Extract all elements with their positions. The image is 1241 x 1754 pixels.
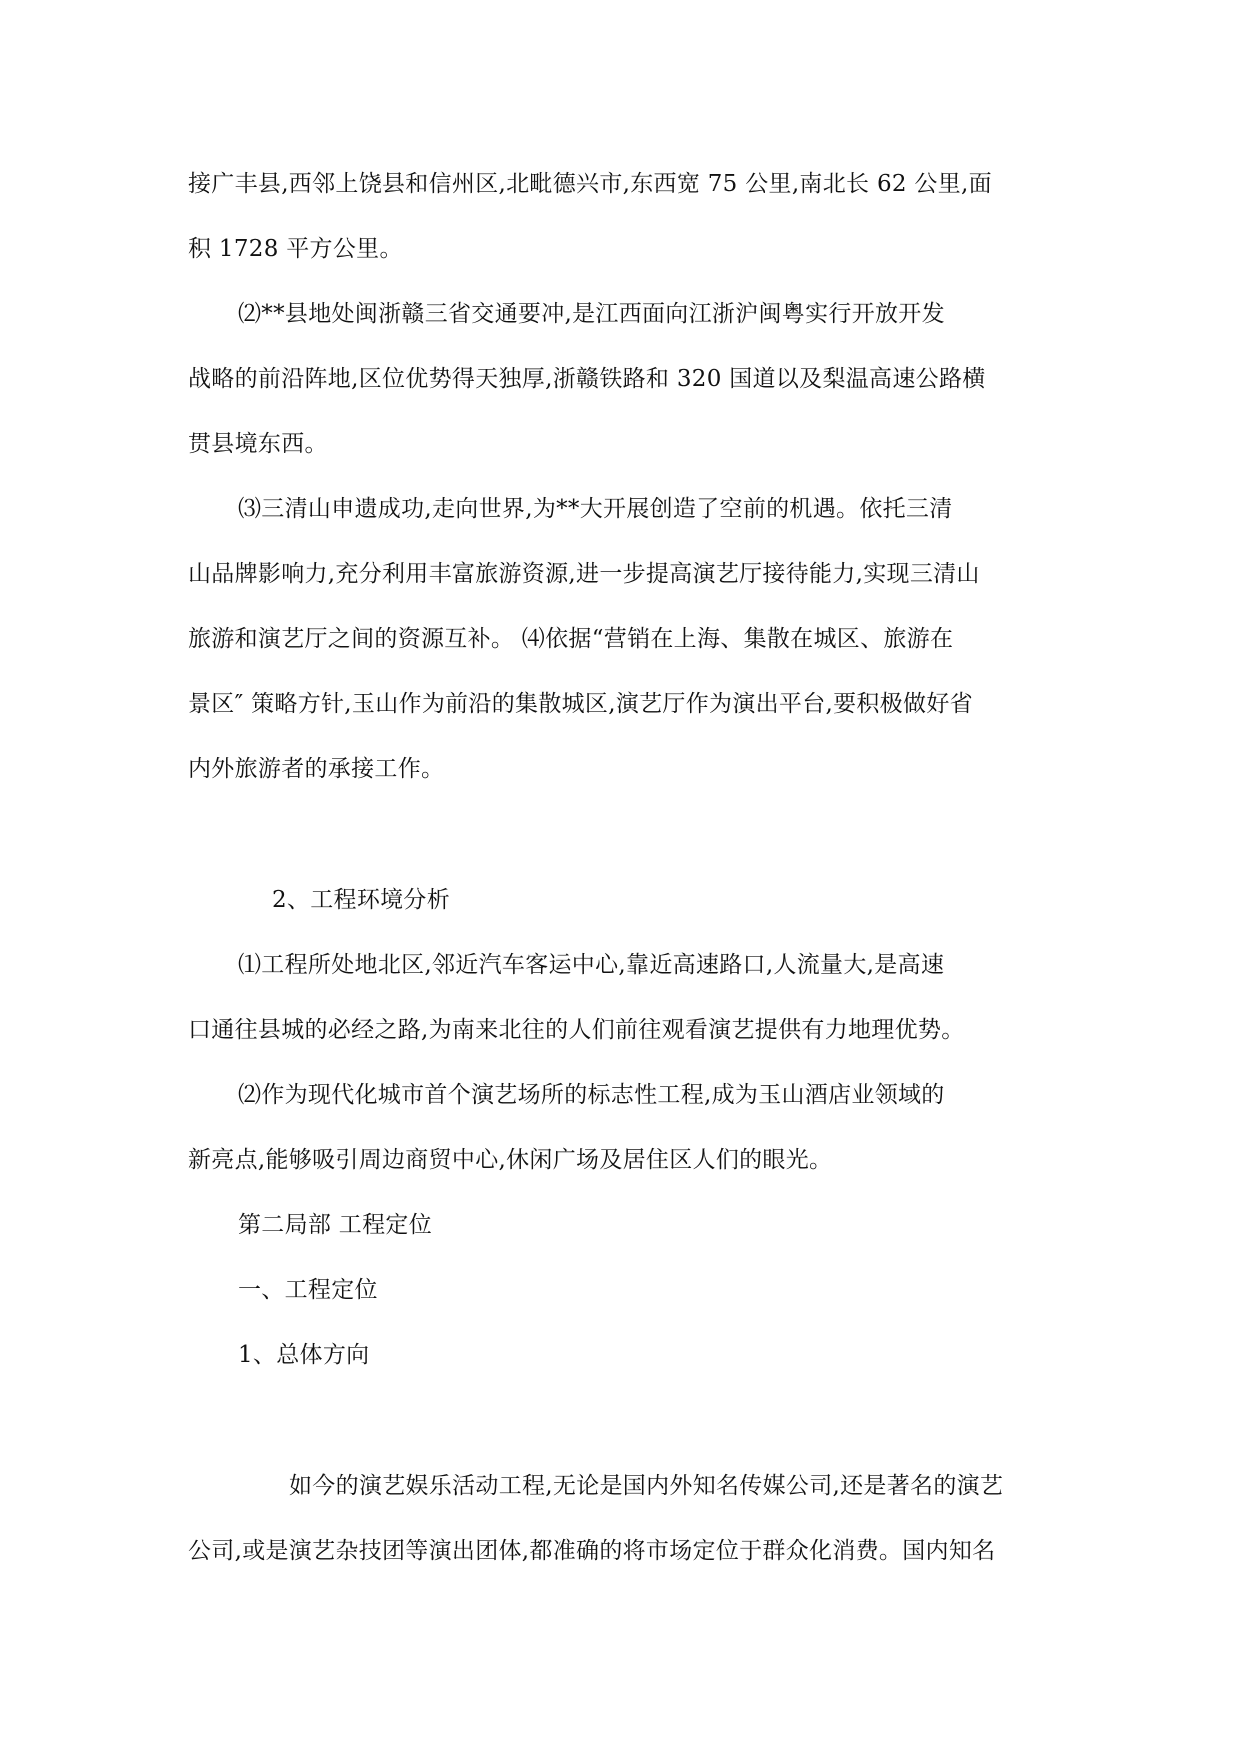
paragraph-item-3: ⑶三清山申遗成功,走向世界,为**大开展创造了空前的机遇。依托三清 bbox=[238, 496, 953, 522]
body-text-line: 口通往县城的必经之路,为南来北往的人们前往观看演艺提供有力地理优势。 bbox=[188, 1017, 965, 1043]
body-text-line: 贯县境东西。 bbox=[188, 431, 328, 457]
paragraph-item-2b: ⑵作为现代化城市首个演艺场所的标志性工程,成为玉山酒店业领域的 bbox=[238, 1082, 945, 1108]
body-text-line: 旅游和演艺厅之间的资源互补。 ⑷依据“营销在上海、集散在城区、旅游在 bbox=[188, 626, 954, 652]
body-text-line: 景区″ 策略方针,玉山作为前沿的集散城区,演艺厅作为演出平台,要积极做好省 bbox=[188, 691, 973, 717]
part-heading: 第二局部 工程定位 bbox=[238, 1212, 433, 1238]
paragraph-item-2: ⑵**县地处闽浙赣三省交通要冲,是江西面向江浙沪闽粤实行开放开发 bbox=[238, 301, 945, 327]
body-text-line: 山品牌影响力,充分利用丰富旅游资源,进一步提高演艺厅接待能力,实现三清山 bbox=[188, 561, 980, 587]
body-text-line: 积 1728 平方公里。 bbox=[188, 236, 403, 262]
chapter-heading: 一、工程定位 bbox=[238, 1277, 378, 1303]
body-text-line: 新亮点,能够吸引周边商贸中心,休闲广场及居住区人们的眼光。 bbox=[188, 1147, 833, 1173]
body-text-line: 接广丰县,西邻上饶县和信州区,北毗德兴市,东西宽 75 公里,南北长 62 公里,面 bbox=[188, 171, 992, 197]
body-text-line: 内外旅游者的承接工作。 bbox=[188, 756, 445, 782]
paragraph-item-1: ⑴工程所处地北区,邻近汽车客运中心,靠近高速路口,人流量大,是高速 bbox=[238, 952, 945, 978]
body-text-line: 公司,或是演艺杂技团等演出团体,都准确的将市场定位于群众化消费。国内知名 bbox=[188, 1538, 996, 1564]
body-text-line: 战略的前沿阵地,区位优势得天独厚,浙赣铁路和 320 国道以及梨温高速公路横 bbox=[188, 366, 986, 392]
subsection-heading: 1、总体方向 bbox=[238, 1342, 370, 1368]
section-heading: 2、工程环境分析 bbox=[272, 887, 451, 913]
paragraph-start: 如今的演艺娱乐活动工程,无论是国内外知名传媒公司,还是著名的演艺 bbox=[289, 1473, 1004, 1499]
